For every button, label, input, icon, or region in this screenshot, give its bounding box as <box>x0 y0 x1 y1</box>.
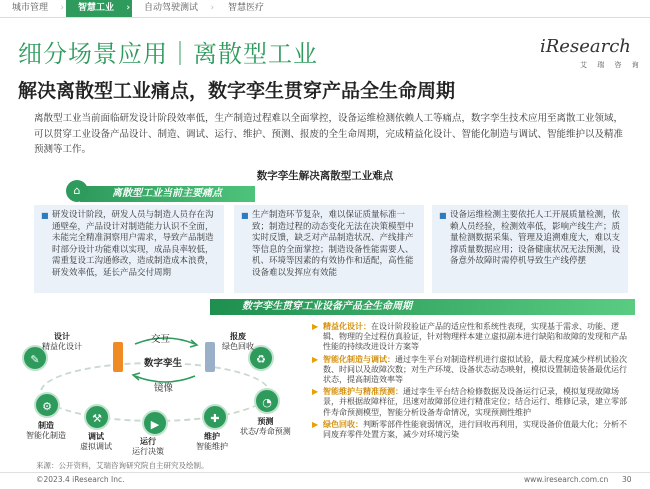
pain-point-box <box>234 205 424 293</box>
chevron-right-icon: › <box>210 3 215 13</box>
node-title: 维护 <box>204 432 220 441</box>
pain-point-text: 研发设计阶段，研发人员与制造人员存在沟通壁垒，产品设计对制造能力认识不全面，未能完全精准洞察用户需求，导致产品制造时部分设计功能难以实现，成品良率较低，需重复设工沟通修改，造成制造成本浪费，研发效率低，延长产品交付周期 <box>52 210 214 278</box>
node-label <box>222 332 254 352</box>
pain-point-text: 生产制造环节复杂，难以保证质量标准一致；制造过程的动态变化无法在决策模型中实时反馈，缺乏对产品制造状况、产线排产等信息的全面掌控；制造设备性能需要人、机、环境等因素的有效协作和适配，高性能设备难以发挥应有效能 <box>252 210 414 278</box>
node-sub: 智能化制造 <box>26 431 66 440</box>
item-head: 绿色回收： <box>323 419 363 429</box>
lifecycle-list <box>312 322 632 442</box>
node-title: 制造 <box>38 421 54 430</box>
list-item <box>312 322 632 353</box>
pain-point-box <box>432 205 628 293</box>
intro-paragraph: 离散型工业当前面临研发设计阶段效率低，生产制造过程难以全面掌控，设备运维检测依赖人工等痛点，数字孪生技术应用至离散工业领域，可以贯穿工业设备产品设计、制造、调试、运行、维护、预测、报废的全生命周期，完成精益化设计、智能化制造与调试、智能维护以及精准预测等工作。 <box>34 113 624 155</box>
debug-icon: ⚒ <box>84 404 110 430</box>
footer-divider <box>0 472 650 473</box>
item-text: 通过孪生平台对制造样机进行虚拟试验，最大程度减少样机试验次数、时间以及故障次数；对生产环境、设备状态动态映射，模拟设置制造装备最优运行状态，提高制造效率等 <box>323 354 627 385</box>
tab-label: 智慧医疗 <box>228 3 265 13</box>
iresearch-logo: iResearch <box>540 36 631 57</box>
manufacture-icon: ⚙ <box>34 392 60 418</box>
list-item <box>312 355 632 386</box>
website-link[interactable]: www.iresearch.com.cn <box>524 475 609 484</box>
node-title: 报废 <box>230 332 246 341</box>
item-head: 智能化制造与调试： <box>323 354 395 364</box>
bullet-icon: ▶ <box>312 387 319 397</box>
predict-icon: ◔ <box>254 388 280 414</box>
bullet-icon: ■ <box>41 211 49 220</box>
item-head: 智能维护与精准预测： <box>323 387 403 397</box>
node-label <box>42 332 82 352</box>
nav-divider <box>0 17 650 18</box>
item-head: 精益化设计： <box>323 322 371 331</box>
chevron-right-icon: › <box>60 3 65 13</box>
page-number: 30 <box>622 475 632 484</box>
node-sub: 运行决策 <box>132 447 164 456</box>
tab-autonomous-driving[interactable] <box>132 0 216 17</box>
node-label <box>240 417 291 437</box>
bullet-icon: ▶ <box>312 354 319 364</box>
bullet-icon: ▶ <box>312 419 319 429</box>
mirror-label: 镜像 <box>154 383 174 394</box>
list-item <box>312 387 632 418</box>
page-title: 细分场景应用｜离散型工业 <box>18 40 318 68</box>
item-text: 判断零部件性能衰弱情况，进行回收再利用，实现设备价值最大化；分析不同废弃零件处置方案，减少对环境污染 <box>323 419 627 440</box>
factory-icon: ⌂ <box>66 180 88 202</box>
page-subtitle: 解决离散型工业痛点，数字孪生贯穿产品全生命周期 <box>18 80 456 102</box>
chevron-right-icon: › <box>126 3 131 13</box>
tab-label: 城市管理 <box>12 3 49 13</box>
run-icon: ▶ <box>142 410 168 436</box>
twin-label: 数字孪生 <box>144 358 183 369</box>
node-title: 调试 <box>88 432 104 441</box>
node-label <box>132 437 164 457</box>
item-text: 通过孪生平台结合检修数据及设备运行记录，模拟复现故障场景，并根据故障样征，迅速对故障部位进行精准定位；结合运行、维修记录，建立零部件寿命预测模型，智能分析设备寿命情况，实现预测性维护 <box>323 387 627 417</box>
node-title: 预测 <box>257 417 274 426</box>
source-note: 来源：公开资料，艾瑞咨询研究院自主研究及绘制。 <box>36 461 209 470</box>
node-label <box>26 421 66 441</box>
lifecycle-banner: 数字孪生贯穿工业设备产品全生命周期 <box>210 299 635 315</box>
bullet-icon: ■ <box>439 211 447 220</box>
node-sub: 状态/寿命预测 <box>240 427 291 436</box>
tab-smart-industry[interactable] <box>66 0 132 17</box>
tab-label: 智慧工业 <box>78 3 115 13</box>
copyright: ©2023.4 iResearch Inc. <box>36 475 125 484</box>
node-label <box>196 432 228 452</box>
tab-smart-healthcare[interactable] <box>216 0 282 17</box>
iresearch-logo-cn: 艾 瑞 咨 询 <box>580 61 643 69</box>
recycle-icon: ♻ <box>248 345 274 371</box>
node-sub: 绿色回收 <box>222 342 254 351</box>
node-sub: 智能维护 <box>196 442 228 451</box>
section-heading: 数字孪生解决离散型工业难点 <box>256 170 394 182</box>
tab-city-management[interactable] <box>0 0 66 17</box>
node-title: 设计 <box>54 332 70 341</box>
bullet-icon: ■ <box>241 211 249 220</box>
pain-point-text: 设备运维检测主要依托人工开展质量检测，依赖人员经验，检测效率低，影响产线生产；质量检测数据采集、管理及追溯难度大，难以支撑质量数据应用；设备健康状况无法预测，设备意外故障时需停机导致生产线停摆 <box>450 210 621 266</box>
tab-label: 自动驾驶测试 <box>144 3 199 13</box>
list-item <box>312 420 632 440</box>
bullet-icon: ▶ <box>312 322 319 331</box>
maintain-icon: ✚ <box>202 404 228 430</box>
node-sub: 精益化设计 <box>42 342 82 351</box>
interact-label: 交互 <box>151 334 171 345</box>
design-icon: ✎ <box>22 345 48 371</box>
node-label <box>80 432 112 452</box>
pain-point-box <box>34 205 224 293</box>
pain-points-banner: 离散型工业当前主要痛点 <box>80 186 255 202</box>
node-title: 运行 <box>140 437 156 446</box>
node-sub: 虚拟调试 <box>80 442 112 451</box>
top-nav <box>0 0 650 17</box>
item-text: 在设计阶段验证产品的适应性和系统性表现，实现基于需求、功能、逻辑、物理的全过程仿真验证，针对物理样本建立虚拟副本进行缺陷和故障的发现和产品性能的持续改进设计方案等 <box>323 322 627 352</box>
